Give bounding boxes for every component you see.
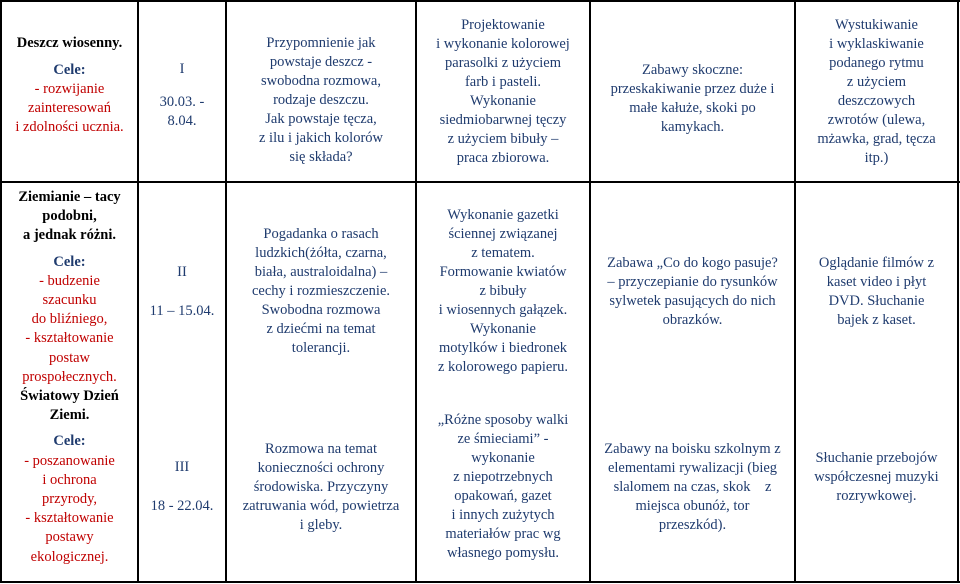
- week-number: III: [174, 459, 190, 475]
- activity-cell: [796, 16, 957, 168]
- activity-text: Zabawa „Co do kogo pasuje?: [607, 255, 778, 271]
- goal-line: - kształtowanie: [25, 330, 114, 347]
- theme-title: Deszcz wiosenny.: [16, 35, 123, 51]
- activity-text: z ilu i jakich kolorów: [258, 130, 384, 146]
- activity-text: praca zbiorowa.: [456, 150, 550, 166]
- activity-text: konieczności ochrony: [257, 460, 385, 476]
- theme-title: Światowy Dzień: [20, 388, 119, 405]
- activity-text: Swobodna rozmowa: [261, 302, 381, 318]
- theme-title: Ziemianie – tacy: [18, 189, 121, 205]
- activity-text: Zabawy na boisku szkolnym z: [604, 441, 781, 457]
- week-dates: 18 - 22.04.: [150, 498, 214, 514]
- goal-line: - poszanowanie: [24, 452, 115, 469]
- activity-cell: [227, 225, 415, 358]
- activity-text: z kolorowego papieru.: [437, 359, 569, 375]
- goal-line: postawy: [45, 529, 94, 546]
- activity-text: Pogadanka o rasach: [263, 226, 379, 242]
- week-dates: 11 – 15.04.: [149, 303, 215, 319]
- week-dates: 8.04.: [167, 113, 197, 129]
- goal-line: postaw: [48, 349, 91, 366]
- table-border-right: [957, 0, 959, 583]
- activity-text: powstaje deszcz -: [269, 54, 373, 70]
- activity-text: cechy i rozmieszczenie.: [251, 283, 391, 299]
- activity-text: z bibuły: [479, 283, 527, 299]
- activity-text: wykonanie: [471, 450, 535, 466]
- activity-text: z niepotrzebnych: [453, 469, 553, 485]
- activity-text: rozrywkowej.: [836, 488, 917, 504]
- theme-cell-ziemianie: [2, 188, 137, 567]
- activity-text: kamykach.: [660, 119, 725, 135]
- week-cell-2: [139, 263, 225, 321]
- activity-cell: [591, 61, 794, 137]
- goal-line: i ochrona: [42, 471, 97, 488]
- activity-text: własnego pomysłu.: [447, 545, 559, 561]
- goal-line: szacunku: [42, 292, 97, 309]
- activity-text: biała, australoidalna) –: [254, 264, 388, 280]
- table-border-top: [0, 0, 960, 2]
- activity-text: „Różne sposoby walki: [437, 412, 569, 428]
- activity-cell: [227, 34, 415, 167]
- activity-text: deszczowych: [837, 93, 916, 109]
- activity-text: sylwetek pasujących do nich: [609, 293, 776, 309]
- activity-text: itp.): [864, 150, 889, 166]
- goal-line: - kształtowanie: [25, 510, 114, 527]
- activity-text: Oglądanie filmów z: [818, 255, 935, 271]
- activity-text: farb i pasteli.: [464, 74, 542, 90]
- goal-line: zainteresowań: [28, 100, 111, 116]
- activity-text: Wykonanie gazetki: [447, 207, 559, 223]
- theme-title: Ziemi.: [49, 407, 90, 424]
- activity-cell: [591, 254, 794, 330]
- week-number: II: [177, 264, 187, 280]
- goal-line: - rozwijanie: [34, 81, 105, 97]
- activity-text: motylków i biedronek: [438, 340, 568, 356]
- activity-text: przeszkód).: [658, 517, 727, 533]
- week-dates: 30.03. -: [159, 94, 205, 110]
- activity-cell: [417, 16, 589, 168]
- activity-text: z tematem.: [471, 245, 535, 261]
- activity-text: podanego rytmu: [829, 55, 924, 71]
- goal-line: ekologicznej.: [30, 548, 109, 565]
- table-row-divider: [0, 181, 960, 183]
- activity-text: miejsca obunóż, tor: [635, 498, 750, 514]
- activity-text: Formowanie kwiatów: [439, 264, 567, 280]
- activity-cell: [796, 449, 957, 506]
- activity-text: zwrotów (ulewa,: [827, 112, 926, 128]
- activity-cell: [796, 254, 957, 330]
- activity-text: bajek z kaset.: [837, 312, 916, 328]
- activity-text: z użyciem: [846, 74, 907, 90]
- goals-label: Cele:: [53, 62, 86, 78]
- activity-text: z użyciem bibuły –: [447, 131, 559, 147]
- activity-text: zatruwania wód, powietrza: [242, 498, 400, 514]
- activity-text: kaset video i płyt: [826, 274, 927, 290]
- activity-text: małe kałuże, skoki po: [629, 100, 756, 116]
- activity-text: obrazków.: [662, 312, 723, 328]
- goal-line: przyrody,: [41, 491, 98, 508]
- activity-text: ściennej związanej: [448, 226, 558, 242]
- activity-text: parasolki z użyciem: [445, 55, 561, 71]
- theme-title: a jednak różni.: [22, 227, 117, 244]
- activity-text: Projektowanie: [461, 17, 545, 33]
- activity-text: i wykonanie kolorowej: [436, 36, 570, 52]
- activity-text: elementami rywalizacji (bieg: [607, 460, 778, 476]
- theme-cell-deszcz: [2, 34, 137, 137]
- activity-text: i wyklaskiwanie: [829, 36, 924, 52]
- theme-title: podobni,: [42, 208, 97, 225]
- activity-text: z dziećmi na temat: [266, 321, 376, 337]
- activity-text: Wykonanie: [470, 93, 536, 109]
- activity-text: i gleby.: [299, 517, 343, 533]
- activity-text: mżawka, grad, tęcza: [817, 131, 936, 147]
- activity-text: i wiosennych gałązek.: [438, 302, 568, 318]
- goal-line: prospołecznych.: [22, 368, 117, 385]
- activity-text: współczesnej muzyki: [814, 469, 939, 485]
- activity-text: rodzaje deszczu.: [273, 92, 369, 108]
- activity-text: ludzkich(żółta, czarna,: [255, 245, 387, 261]
- activity-text: Wystukiwanie: [835, 17, 918, 33]
- activity-text: opakowań, gazet: [454, 488, 552, 504]
- activity-text: i innych zużytych: [451, 507, 555, 523]
- table-border-bottom: [0, 581, 960, 583]
- activity-text: tolerancji.: [291, 340, 351, 356]
- activity-text: przeskakiwanie przez duże i: [610, 81, 775, 97]
- goals-label: Cele:: [53, 253, 86, 270]
- activity-text: materiałów prac wg: [445, 526, 561, 542]
- activity-cell: [227, 440, 415, 535]
- week-number: I: [179, 61, 185, 77]
- activity-text: ze śmieciami” -: [457, 431, 549, 447]
- activity-text: Zabawy skoczne:: [641, 62, 744, 78]
- activity-text: Przypomnienie jak: [266, 35, 376, 51]
- activity-text: siedmiobarwnej tęczy: [439, 112, 567, 128]
- activity-cell: [417, 206, 589, 377]
- activity-text: – przyczepianie do rysunków: [607, 274, 778, 290]
- activity-text: DVD. Słuchanie: [828, 293, 925, 309]
- activity-text: Słuchanie przebojów: [815, 450, 938, 466]
- activity-cell: [591, 440, 794, 535]
- activity-text: Rozmowa na temat: [265, 441, 377, 457]
- goal-line: - budzenie: [39, 272, 100, 289]
- activity-text: Jak powstaje tęcza,: [265, 111, 377, 127]
- activity-text: się składa?: [289, 149, 353, 165]
- activity-text: środowiska. Przyczyny: [253, 479, 389, 495]
- goal-line: do bliźniego,: [31, 311, 108, 328]
- activity-text: slalomem na czas, skok z: [613, 479, 772, 495]
- activity-cell: [417, 411, 589, 563]
- goal-line: i zdolności ucznia.: [15, 119, 124, 135]
- week-cell-3: [139, 458, 225, 516]
- goals-label: Cele:: [53, 433, 86, 450]
- activity-text: Wykonanie: [470, 321, 536, 337]
- activity-text: swobodna rozmowa,: [260, 73, 381, 89]
- week-cell-1: [139, 60, 225, 131]
